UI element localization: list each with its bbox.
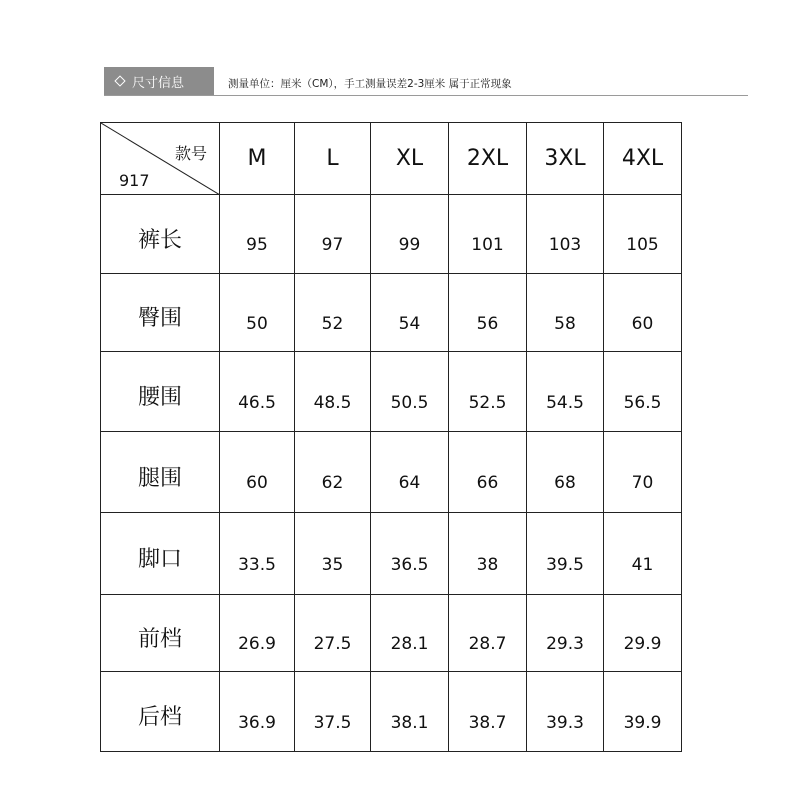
table-row: [101, 195, 682, 274]
measurement-cell: 50: [220, 274, 295, 352]
measurement-cell: 56: [449, 274, 527, 352]
measurement-cell: 66: [449, 432, 527, 513]
corner-cell: [101, 123, 220, 195]
measurement-cell: 27.5: [295, 595, 371, 672]
measurement-cell: 37.5: [295, 672, 371, 752]
row-label: 前档: [101, 595, 220, 672]
measurement-cell: 29.9: [604, 595, 682, 672]
row-label: 腿围: [101, 432, 220, 513]
size-header-2xl: 2XL: [449, 123, 527, 195]
measurement-cell: 95: [220, 195, 295, 274]
measurement-cell: 54: [371, 274, 449, 352]
size-header-xl: XL: [371, 123, 449, 195]
measurement-cell: 62: [295, 432, 371, 513]
measurement-cell: 35: [295, 513, 371, 595]
measurement-cell: 26.9: [220, 595, 295, 672]
row-label: 臀围: [101, 274, 220, 352]
size-header-3xl: 3XL: [527, 123, 604, 195]
measurement-cell: 54.5: [527, 352, 604, 432]
measurement-cell: 39.9: [604, 672, 682, 752]
measurement-cell: 58: [527, 274, 604, 352]
size-header-row: [101, 123, 682, 195]
measurement-cell: 29.3: [527, 595, 604, 672]
measurement-cell: 28.7: [449, 595, 527, 672]
measurement-cell: 39.5: [527, 513, 604, 595]
size-table: [100, 122, 682, 752]
size-header-l: L: [295, 123, 371, 195]
style-number: 917: [119, 171, 150, 190]
measurement-cell: 48.5: [295, 352, 371, 432]
measurement-cell: 38: [449, 513, 527, 595]
row-label: 腰围: [101, 352, 220, 432]
measurement-cell: 52.5: [449, 352, 527, 432]
measurement-cell: 99: [371, 195, 449, 274]
measurement-cell: 64: [371, 432, 449, 513]
measurement-cell: 50.5: [371, 352, 449, 432]
measurement-cell: 39.3: [527, 672, 604, 752]
section-title: 尺寸信息: [132, 75, 185, 91]
table-row: [101, 274, 682, 352]
measurement-cell: 38.7: [449, 672, 527, 752]
style-label: 款号: [174, 144, 207, 163]
measurement-cell: 41: [604, 513, 682, 595]
measurement-cell: 60: [220, 432, 295, 513]
measurement-cell: 101: [449, 195, 527, 274]
measurement-cell: 105: [604, 195, 682, 274]
row-label: 后档: [101, 672, 220, 752]
measurement-cell: 60: [604, 274, 682, 352]
measurement-note: 测量单位：厘米（CM），手工测量误差2-3厘米 属于正常现象: [228, 78, 512, 90]
diamond-icon: [114, 75, 125, 86]
measurement-cell: 103: [527, 195, 604, 274]
table-row: [101, 352, 682, 432]
measurement-cell: 68: [527, 432, 604, 513]
size-header-m: M: [220, 123, 295, 195]
table-row: [101, 513, 682, 595]
section-title-tab: [104, 67, 214, 95]
measurement-cell: 36.9: [220, 672, 295, 752]
measurement-cell: 28.1: [371, 595, 449, 672]
measurement-cell: 97: [295, 195, 371, 274]
measurement-cell: 38.1: [371, 672, 449, 752]
measurement-cell: 70: [604, 432, 682, 513]
size-header-4xl: 4XL: [604, 123, 682, 195]
table-row: [101, 672, 682, 752]
header-divider: [104, 95, 748, 96]
measurement-cell: 56.5: [604, 352, 682, 432]
row-label: 脚口: [101, 513, 220, 595]
measurement-cell: 46.5: [220, 352, 295, 432]
measurement-cell: 36.5: [371, 513, 449, 595]
row-label: 裤长: [101, 195, 220, 274]
measurement-cell: 33.5: [220, 513, 295, 595]
table-row: [101, 432, 682, 513]
table-row: [101, 595, 682, 672]
measurement-cell: 52: [295, 274, 371, 352]
